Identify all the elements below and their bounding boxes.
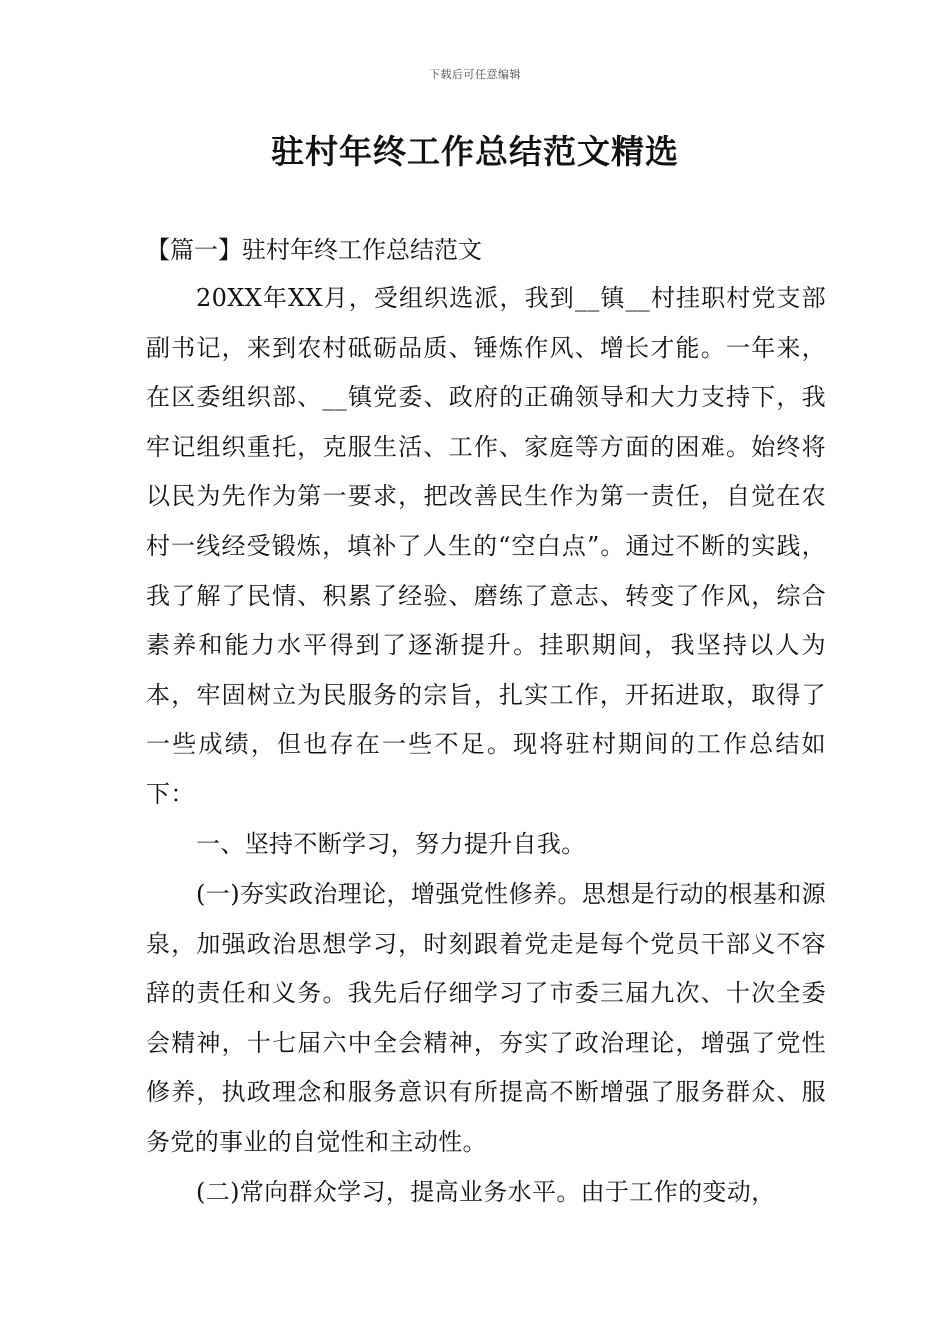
paragraph-intro: 20XX年XX月，受组织选派，我到__镇__村挂职村党支部副书记，来到农村砥砺品质、锤炼作风、增长才能。一年来，在区委组织部、__镇党委、政府的正确领导和大力支持下，我牢记组织重托，克服生活、工作、家庭等方面的困难。始终将以民为先作为第一要求，把改善民生作为第一责任，自觉在农村一线经受锻炼，填补了人生的“空白点”。通过不断的实践，我了解了民情、积累了经验、磨练了意志、转变了作风，综合素养和能力水平得到了逐渐提升。挂职期间，我坚持以人为本，牢固树立为民服务的宗旨，扎实工作，开拓进取，取得了一些成绩，但也存在一些不足。现将驻村期间的工作总结如下： xyxy=(146,284,826,808)
paragraph-subsection-one: (一)夯实政治理论，增强党性修养。思想是行动的根基和源泉，加强政治思想学习，时刻跟着党走是每个党员干部义不容辞的责任和义务。我先后仔细学习了市委三届九次、十次全委会精神，十七届六中全会精神，夯实了政治理论，增强了党性修养，执政理念和服务意识有所提高不断增强了服务群众、服务党的事业的自觉性和主动性。 xyxy=(146,880,826,1156)
header-note: 下载后可任意编辑 xyxy=(429,68,521,81)
paragraph-subsection-two: (二)常向群众学习，提高业务水平。由于工作的变动， xyxy=(196,1178,776,1206)
paragraph-heading-one: 一、坚持不断学习，努力提升自我。 xyxy=(196,830,586,858)
section-heading: 【篇一】驻村年终工作总结范文 xyxy=(146,236,482,264)
document-title: 驻村年终工作总结范文精选 xyxy=(271,132,679,171)
